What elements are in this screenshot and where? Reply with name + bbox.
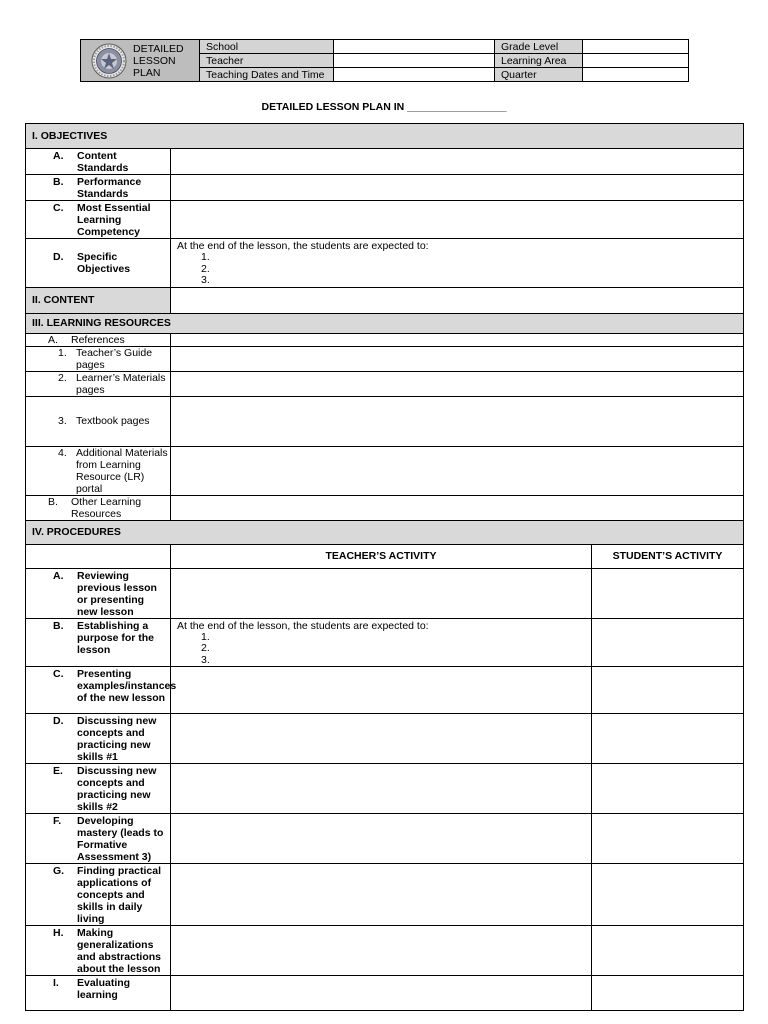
- objective-item: C. Most Essential Learning Competency: [26, 201, 171, 239]
- teacher-activity-cell[interactable]: [171, 814, 592, 864]
- student-activity-cell[interactable]: [592, 667, 744, 714]
- student-activity-cell[interactable]: [592, 618, 744, 667]
- teaching-dates-label: Teaching Dates and Time: [200, 68, 334, 82]
- procedures-blank-header: [26, 544, 171, 568]
- quarter-label: Quarter: [495, 68, 583, 82]
- resource-item: 4. Additional Materials from Learning Resource (LR) portal: [26, 446, 171, 495]
- quarter-field[interactable]: [583, 68, 689, 82]
- school-label: School: [200, 40, 334, 54]
- expected-intro: At the end of the lesson, the students are expected to:: [177, 240, 429, 252]
- objectives-heading: I. OBJECTIVES: [26, 124, 744, 149]
- lesson-plan-table: [25, 123, 744, 1011]
- procedure-item: G. Finding practical applications of concepts and skills in daily living: [26, 864, 171, 926]
- teacher-activity-cell[interactable]: [171, 667, 592, 714]
- student-activity-cell[interactable]: [592, 926, 744, 976]
- teacher-activity-cell[interactable]: [171, 926, 592, 976]
- purpose-list: 1. 2. 3.: [201, 630, 210, 666]
- procedure-item: D. Discussing new concepts and practicing new skills #1: [26, 714, 171, 764]
- teacher-activity-cell[interactable]: [171, 864, 592, 926]
- student-activity-cell[interactable]: [592, 568, 744, 618]
- procedure-item: E. Discussing new concepts and practicing new skills #2: [26, 764, 171, 814]
- specific-objectives-field[interactable]: [171, 239, 744, 288]
- student-activity-cell[interactable]: [592, 714, 744, 764]
- procedures-heading: IV. PROCEDURES: [26, 520, 744, 544]
- expected-list: 1. 2. 3.: [201, 251, 210, 286]
- textbook-field[interactable]: [171, 396, 744, 446]
- references-field[interactable]: [171, 333, 744, 346]
- header-table: [80, 39, 689, 82]
- school-field[interactable]: [334, 40, 495, 54]
- teacher-activity-cell[interactable]: [171, 764, 592, 814]
- performance-standards-field[interactable]: [171, 175, 744, 201]
- student-activity-cell[interactable]: [592, 864, 744, 926]
- deped-logo-cell: [81, 40, 200, 82]
- procedure-item: F. Developing mastery (leads to Formative Assessment 3): [26, 814, 171, 864]
- references-item: A. References: [26, 333, 171, 346]
- dlp-label: DETAILED LESSON PLAN: [133, 42, 184, 79]
- other-resources-item: B. Other Learning Resources: [26, 495, 171, 520]
- resource-item: 1. Teacher’s Guide pages: [26, 346, 171, 371]
- content-heading: II. CONTENT: [26, 287, 171, 313]
- student-activity-cell[interactable]: [592, 814, 744, 864]
- grade-level-field[interactable]: [583, 40, 689, 54]
- teacher-field[interactable]: [334, 54, 495, 68]
- learners-materials-field[interactable]: [171, 371, 744, 396]
- objective-item: A. Content Standards: [26, 149, 171, 175]
- learning-area-field[interactable]: [583, 54, 689, 68]
- teachers-guide-field[interactable]: [171, 346, 744, 371]
- resources-heading: III. LEARNING RESOURCES: [26, 313, 744, 333]
- procedure-item: A. Reviewing previous lesson or presenting new lesson: [26, 568, 171, 618]
- teacher-activity-cell[interactable]: [171, 976, 592, 1011]
- procedure-item: C. Presenting examples/instances of the new lesson: [26, 667, 171, 714]
- additional-materials-field[interactable]: [171, 446, 744, 495]
- student-activity-cell[interactable]: [592, 976, 744, 1011]
- teacher-label: Teacher: [200, 54, 334, 68]
- teaching-dates-field[interactable]: [334, 68, 495, 82]
- deped-seal-icon: [91, 43, 127, 79]
- objective-item: B. Performance Standards: [26, 175, 171, 201]
- purpose-intro: At the end of the lesson, the students are expected to:: [177, 619, 429, 632]
- teacher-activity-cell[interactable]: [171, 618, 592, 667]
- resource-item: 2. Learner’s Materials pages: [26, 371, 171, 396]
- objective-item: D. Specific Objectives: [26, 239, 171, 288]
- learning-area-label: Learning Area: [495, 54, 583, 68]
- grade-level-label: Grade Level: [495, 40, 583, 54]
- procedure-item: B. Establishing a purpose for the lesson: [26, 618, 171, 667]
- competency-field[interactable]: [171, 201, 744, 239]
- procedure-item: I. Evaluating learning: [26, 976, 171, 1011]
- resource-item: 3. Textbook pages: [26, 396, 171, 446]
- content-field[interactable]: [171, 287, 744, 313]
- student-activity-cell[interactable]: [592, 764, 744, 814]
- teacher-activity-cell[interactable]: [171, 714, 592, 764]
- other-resources-field[interactable]: [171, 495, 744, 520]
- procedure-item: H. Making generalizations and abstractions about the lesson: [26, 926, 171, 976]
- page-title: DETAILED LESSON PLAN IN _________________: [261, 101, 507, 113]
- teacher-activity-cell[interactable]: [171, 568, 592, 618]
- teacher-activity-header: TEACHER’S ACTIVITY: [171, 544, 592, 568]
- content-standards-field[interactable]: [171, 149, 744, 175]
- student-activity-header: STUDENT’S ACTIVITY: [592, 544, 744, 568]
